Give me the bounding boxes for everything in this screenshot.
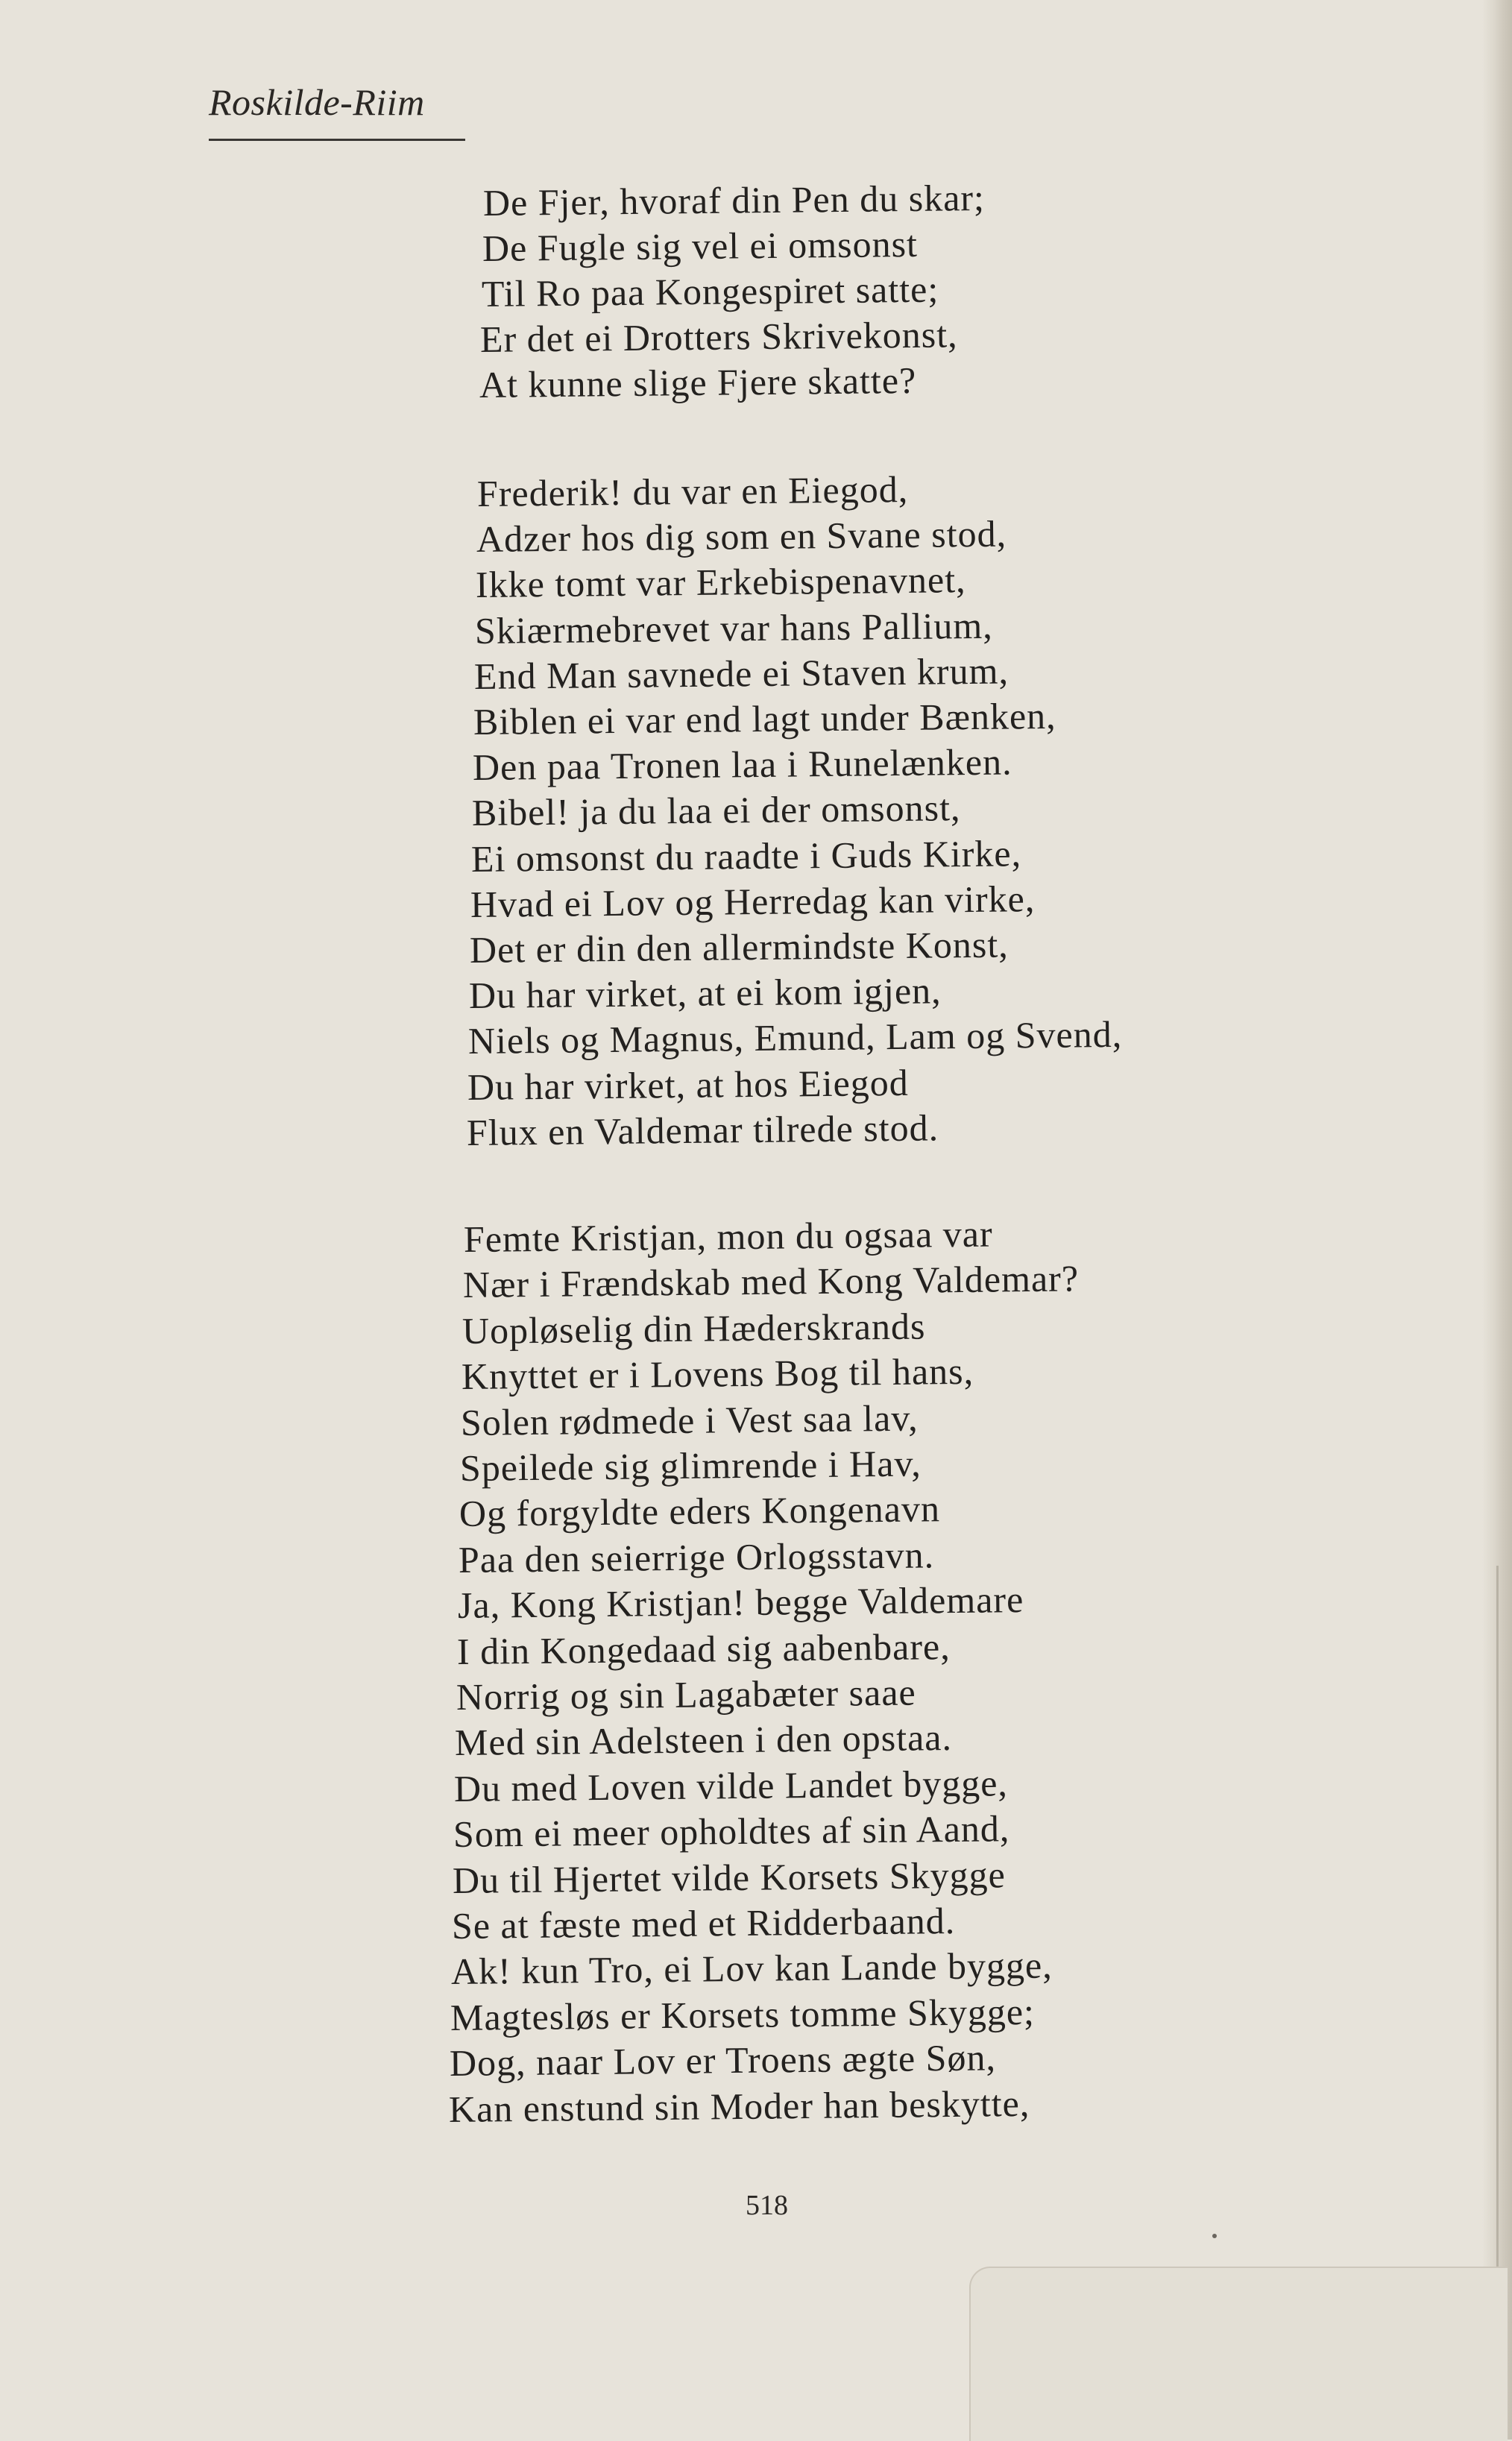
poem-line: Se at fæste med et Ridderbaand. — [451, 1899, 956, 1947]
poem-line: Frederik! du var en Eiegod, — [476, 467, 909, 514]
poem-line: Kan enstund sin Moder han beskytte, — [448, 2082, 1030, 2130]
poem-line: Niels og Magnus, Emund, Lam og Svend, — [467, 1013, 1123, 1062]
poem-line: Flux en Valdemar tilrede stod. — [466, 1106, 939, 1153]
poem-line: Det er din den allermindste Konst, — [469, 923, 1009, 971]
poem-line: Paa den seierrige Orlogsstavn. — [458, 1534, 935, 1581]
poem-line: Solen rødmede i Vest saa lav, — [460, 1396, 919, 1443]
poem-line: Ak! kun Tro, ei Lov kan Lande bygge, — [450, 1944, 1053, 1993]
poem-line: Med sin Adelsteen i den opstaa. — [455, 1716, 953, 1764]
poem-line: Skiærmebrevet var hans Pallium, — [474, 604, 994, 652]
poem-line: Du har virket, at ei kom igjen, — [468, 969, 942, 1017]
page-number: 518 — [746, 2190, 788, 2221]
poem-line: Og forgyldte eders Kongenavn — [459, 1487, 940, 1535]
poem-line: Norrig og sin Lagabæter saae — [456, 1671, 916, 1718]
poem-line: Til Ro paa Kongespiret satte; — [481, 268, 939, 315]
poem-line: I din Kongedaad sig aabenbare, — [456, 1625, 951, 1672]
poem-line: Som ei meer opholdtes af sin Aand, — [453, 1807, 1010, 1856]
poem-line: At kunne slige Fjere skatte? — [479, 359, 917, 406]
poem-line: De Fjer, hvoraf din Pen du skar; — [482, 176, 986, 224]
poem-line: Du har virket, at hos Eiegod — [467, 1061, 910, 1108]
running-head: Roskilde-Riim — [209, 81, 425, 123]
poem-line: Biblen ei var end lagt under Bænken, — [473, 694, 1056, 743]
poem-line: Hvad ei Lov og Herredag kan virke, — [470, 877, 1036, 925]
poem-line: Den paa Tronen laa i Runelænken. — [472, 740, 1012, 789]
poem-line: Speilede sig glimrende i Hav, — [459, 1442, 922, 1489]
poem-line: Ja, Kong Kristjan! begge Valdemare — [457, 1578, 1024, 1627]
poem-line: Nær i Frændskab med Kong Valdemar? — [462, 1257, 1080, 1306]
poem-line: De Fugle sig vel ei omsonst — [482, 222, 918, 269]
poem-line: Uopløselig din Hæderskrands — [462, 1305, 926, 1352]
poem-line: Er det ei Drotters Skrivekonst, — [480, 313, 959, 360]
poem-line: Dog, naar Lov er Troens ægte Søn, — [449, 2036, 997, 2085]
poem-line: Adzer hos dig som en Svane stod, — [476, 512, 1007, 561]
poem-line: Bibel! ja du laa ei der omsonst, — [471, 787, 961, 834]
poem-line: Femte Kristjan, mon du ogsaa var — [463, 1212, 993, 1260]
poem-line: Ikke tomt var Erkebispenavnet, — [475, 558, 966, 606]
poem-line: Ei omsonst du raadte i Guds Kirke, — [470, 831, 1022, 880]
poem-line: End Man savnede ei Staven krum, — [473, 649, 1009, 697]
poem-line: Du med Loven vilde Landet bygge, — [454, 1762, 1009, 1810]
poem-line: Du til Hjertet vilde Korsets Skygge — [453, 1853, 1007, 1901]
poem-line: Magtesløs er Korsets tomme Skygge; — [450, 1990, 1036, 2038]
poem-line: Knyttet er i Lovens Bog til hans, — [461, 1349, 974, 1398]
ink-speck — [1212, 2234, 1217, 2238]
